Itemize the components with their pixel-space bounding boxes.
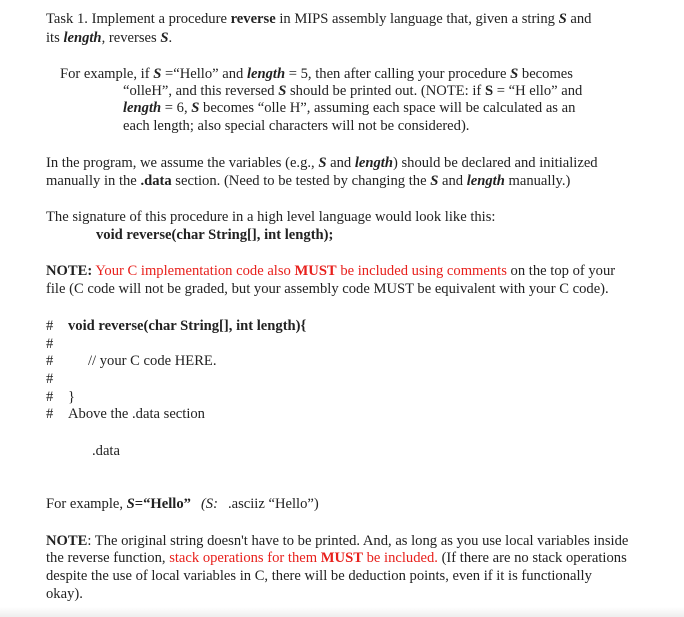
page-bottom-shade [0, 607, 684, 617]
var-s: S [160, 30, 169, 46]
note2-text: : The original string doesn't have to be printed. And, as long as you use local variables inside [87, 533, 629, 549]
task-text: , reverses [101, 30, 161, 46]
example-text: For example, if [60, 66, 154, 82]
comment-line-3 [46, 352, 217, 371]
note2-line-4: okay). [46, 586, 83, 602]
program-line-1 [46, 154, 598, 173]
note2-must: MUST [320, 550, 363, 566]
comment-close-brace: } [68, 389, 76, 405]
note2-red-text: stack operations for them [169, 550, 321, 566]
hash-symbol: # [46, 353, 54, 369]
program-text: and [438, 173, 467, 189]
task-line-1 [46, 10, 591, 29]
example2-s-label: (S: [200, 496, 218, 512]
task-text: in MIPS assembly language that, given a string [275, 11, 559, 27]
program-text: ) should be declared and initialized [392, 155, 598, 171]
task-line-2 [46, 29, 172, 48]
note2-text: the reverse function, [46, 550, 170, 566]
var-length: length [354, 155, 393, 171]
proc-name: reverse [230, 11, 276, 27]
example-text: each length; also special characters will not be considered). [123, 118, 470, 134]
var-s: S [191, 100, 200, 116]
var-length: length [63, 30, 102, 46]
program-text: and [326, 155, 355, 171]
program-text: section. (Need to be tested by changing the [171, 173, 431, 189]
var-length: length [466, 173, 505, 189]
note-text: on the top of your [506, 263, 616, 279]
note-red-text: Your C implementation code also [92, 263, 295, 279]
var-s: S [558, 11, 567, 27]
data-keyword: .data [140, 173, 172, 189]
var-s: S [510, 66, 519, 82]
example-text: = 6, [161, 100, 192, 116]
signature-code [96, 226, 333, 245]
comment-above-data: Above the .data section [68, 406, 205, 422]
task-text: its [46, 30, 64, 46]
example-text: =“Hello” and [161, 66, 247, 82]
hash-symbol: # [46, 318, 54, 334]
var-s: S [430, 173, 439, 189]
example-text: = 5, then after calling your procedure [285, 66, 511, 82]
example-text: “olleH”, and this reversed [123, 83, 279, 99]
example2-text: For example, [46, 496, 127, 512]
example2-line [46, 495, 319, 514]
example-text: becomes [518, 66, 573, 82]
comment-line-4 [46, 370, 68, 389]
note2-label: NOTE [46, 533, 88, 549]
signature-intro: The signature of this procedure in a high level language would look like this: [46, 209, 496, 225]
note2-red-text: be included. [362, 550, 438, 566]
var-s: S [126, 496, 135, 512]
comment-c-code: // your C code HERE. [88, 353, 217, 369]
var-s: S [278, 83, 287, 99]
task-text: . [168, 30, 173, 46]
signature-code-text: void reverse(char String[], int length); [96, 227, 334, 243]
var-s: S [153, 66, 162, 82]
note-label: NOTE: [46, 263, 93, 279]
example-line-3 [123, 99, 575, 118]
hash-symbol: # [46, 389, 54, 405]
task-text: Task 1. Implement a procedure [46, 11, 231, 27]
hash-symbol: # [46, 336, 54, 352]
example2-value: =“Hello” [134, 496, 191, 512]
var-s: S [484, 83, 494, 99]
example-text: = “H ello” and [493, 83, 583, 99]
note-line-2: file (C code will not be graded, but your assembly code MUST be equivalent with your C code). [46, 281, 609, 297]
note2-text: (If there are no stack operations [437, 550, 627, 566]
example-text: should be printed out. (NOTE: if [286, 83, 485, 99]
note-line-1 [46, 262, 615, 281]
task-text: and [566, 11, 592, 27]
comment-line-6 [46, 405, 205, 424]
program-text: manually in the [46, 173, 141, 189]
hash-symbol: # [46, 371, 54, 387]
note-must: MUST [294, 263, 337, 279]
comment-line-1 [46, 317, 306, 336]
data-section-label: .data [92, 443, 120, 459]
program-text: manually.) [504, 173, 571, 189]
var-length: length [123, 100, 162, 116]
program-line-2 [46, 172, 570, 191]
note2-line-2 [46, 549, 627, 568]
example2-asciiz: .asciiz “Hello”) [227, 496, 319, 512]
var-s: S [318, 155, 327, 171]
comment-signature: void reverse(char String[], int length){ [68, 318, 307, 334]
program-text: In the program, we assume the variables (e.g., [46, 155, 319, 171]
hash-symbol: # [46, 406, 54, 422]
note-red-text: be included using comments [336, 263, 507, 279]
note2-line-3: despite the use of local variables in C, there will be deduction points, even if it is functionally [46, 568, 592, 584]
example-text: becomes “olle H”, assuming each space will be calculated as an [199, 100, 576, 116]
var-length: length [246, 66, 286, 82]
example-line-4 [123, 117, 469, 136]
